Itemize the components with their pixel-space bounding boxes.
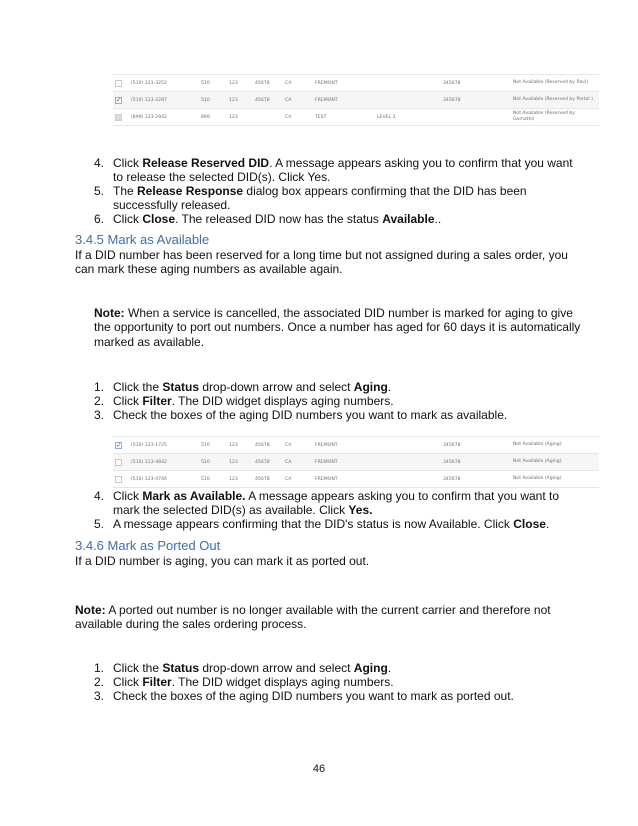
cell-npa: 510 — [199, 471, 227, 488]
cell-state: CA — [283, 75, 313, 92]
note: available during the sales ordering process. — [75, 617, 307, 631]
checkbox — [115, 114, 122, 121]
table-row — [113, 75, 599, 92]
cell-state: CA — [283, 437, 313, 454]
cell-did: (510) 123-3252 — [129, 75, 199, 92]
cell-city: FREMONT — [313, 92, 375, 109]
cell-status: Not Available (Reserved by Gomathi) — [511, 109, 599, 126]
cell-city: FREMONT — [313, 437, 375, 454]
cell-acct: 345678 — [441, 75, 511, 92]
cell-state: CA — [283, 471, 313, 488]
list-item-continuation: mark the selected DID(s) as available. Click Yes. — [113, 503, 373, 517]
section-heading: 3.4.6 Mark as Ported Out — [75, 538, 221, 553]
cell-did: (510) 123-4746 — [129, 471, 199, 488]
cell-npa: 899 — [199, 109, 227, 126]
cell-state: CA — [283, 109, 313, 126]
did-table-aging — [113, 436, 599, 488]
cell-zip: 45678 — [253, 92, 283, 109]
cell-status: Not Available (Reserved by Ravi) — [511, 75, 599, 92]
cell-zip — [253, 109, 283, 126]
table-row — [113, 471, 599, 488]
cell-acct: 345678 — [441, 437, 511, 454]
cell-acct: 345678 — [441, 454, 511, 471]
cell-nxx: 123 — [227, 109, 253, 126]
cell-zip: 45678 — [253, 75, 283, 92]
list-item-continuation: to release the selected DID(s). Click Yes. — [113, 170, 331, 184]
page-number: 46 — [312, 763, 326, 775]
cell-status: Not Available (Aging) — [511, 437, 599, 454]
row-checkbox-cell — [113, 471, 129, 488]
cell-zip: 45678 — [253, 437, 283, 454]
cell-nxx: 123 — [227, 471, 253, 488]
cell-npa: 510 — [199, 75, 227, 92]
table-row — [113, 109, 599, 126]
section-heading: 3.4.5 Mark as Available — [75, 232, 210, 247]
document-page: (510) 123-3252 510 123 45678 CA FREMONT 345678 Not Available (Reserved by Ravi) ✓ (510) 123-2287 510 123 45678 CA FREMONT 345678 Not Available (Reserved by Portal ) (899) 123-2942 899 123 CA TEST LEVEL 3 Not Available (Reserved by Gomathi) 4. Click Release Reserved DID. A message appears asking you to confirm that you want to release the selected DID(s). Click Yes. 5. The Release Response dialog box appears confirming that the DID has been successfully released. 6. Click Close. The released DID now has the status Available.. 3.4.5 Mark as Available If a DID number has been reserved for a long time but not assigned during a sales order, you can mark these aging numbers as available again. Note: When a service is cancelled, the associated DID number is marked for aging to give the opportunity to port out numbers. Once a number has aged for 60 days it is automatically marked as available. 1. Click the Status drop-down arrow and select Aging. 2. Click Filter. The DID widget displays aging numbers. 3. Check the boxes of the aging DID numbers you want to mark as available. ✓ (510) 123-1725 510 123 45678 CA FREMONT 345678 Not Available (Aging) (510) 123-4842 510 123 45678 CA FREMONT 345678 Not Available (Aging) (510) 123-4746 510 123 45678 CA FREMONT 345678 Not Available (Aging) 4. Click Mark as Available. A message appears asking you to confirm that you want to mark the selected DID(s) as available. Click Yes. 5. A message appears confirming that the DID's status is now Available. Click Close. 3.4.6 Mark as Ported Out If a DID number is aging, you can mark it as ported out. Note: A ported out number is no longer available with the current carrier and therefore not available during the sales ordering process. 1. Click the Status drop-down arrow and select Aging. 2. Click Filter. The DID widget displays aging numbers. 3. Check the boxes of the aging DID numbers you want to mark as ported out. 46 — [0, 0, 638, 826]
cell-status: Not Available (Aging) — [511, 471, 599, 488]
row-checkbox-cell — [113, 109, 129, 126]
cell-level — [375, 437, 441, 454]
row-checkbox-cell — [113, 454, 129, 471]
paragraph: If a DID number is aging, you can mark it as ported out. — [75, 554, 370, 568]
list-item-continuation: successfully released. — [113, 198, 231, 212]
cell-level — [375, 454, 441, 471]
cell-level: LEVEL 3 — [375, 109, 441, 126]
cell-zip: 45678 — [253, 471, 283, 488]
cell-level — [375, 92, 441, 109]
table-row — [113, 92, 599, 109]
cell-city: FREMONT — [313, 75, 375, 92]
cell-zip: 45678 — [253, 454, 283, 471]
table-row — [113, 437, 599, 454]
row-checkbox-cell — [113, 437, 129, 454]
cell-acct — [441, 109, 511, 126]
cell-city: TEST — [313, 109, 375, 126]
cell-nxx: 123 — [227, 75, 253, 92]
cell-status: Not Available (Aging) — [511, 454, 599, 471]
cell-acct: 345678 — [441, 92, 511, 109]
cell-npa: 510 — [199, 437, 227, 454]
cell-level — [375, 471, 441, 488]
cell-state: CA — [283, 454, 313, 471]
cell-status: Not Available (Reserved by Portal ) — [511, 92, 599, 109]
checkbox-checked[interactable] — [115, 442, 122, 449]
cell-npa: 510 — [199, 454, 227, 471]
cell-acct: 345678 — [441, 471, 511, 488]
note: Note: A ported out number is no longer available with the current carrier and therefore not — [75, 603, 551, 617]
cell-level — [375, 75, 441, 92]
note: the opportunity to port out numbers. Once a number has aged for 60 days it is automatically — [94, 320, 581, 334]
note: Note: When a service is cancelled, the associated DID number is marked for aging to give — [94, 306, 573, 320]
paragraph: If a DID number has been reserved for a long time but not assigned during a sales order, you — [75, 248, 568, 262]
cell-city: FREMONT — [313, 471, 375, 488]
cell-did: (510) 123-1725 — [129, 437, 199, 454]
table-row — [113, 454, 599, 471]
cell-nxx: 123 — [227, 437, 253, 454]
cell-state: CA — [283, 92, 313, 109]
note: marked as available. — [94, 335, 205, 349]
cell-did: (510) 123-2287 — [129, 92, 199, 109]
cell-npa: 510 — [199, 92, 227, 109]
checkbox[interactable] — [115, 476, 122, 483]
paragraph: can mark these aging numbers as available again. — [75, 262, 343, 276]
checkbox[interactable] — [115, 459, 122, 466]
checkbox[interactable] — [115, 80, 122, 87]
cell-nxx: 123 — [227, 92, 253, 109]
checkbox-checked[interactable] — [115, 97, 122, 104]
cell-city: FREMONT — [313, 454, 375, 471]
cell-did: (899) 123-2942 — [129, 109, 199, 126]
did-table-reserved — [113, 74, 599, 126]
cell-nxx: 123 — [227, 454, 253, 471]
cell-did: (510) 123-4842 — [129, 454, 199, 471]
row-checkbox-cell — [113, 75, 129, 92]
row-checkbox-cell — [113, 92, 129, 109]
